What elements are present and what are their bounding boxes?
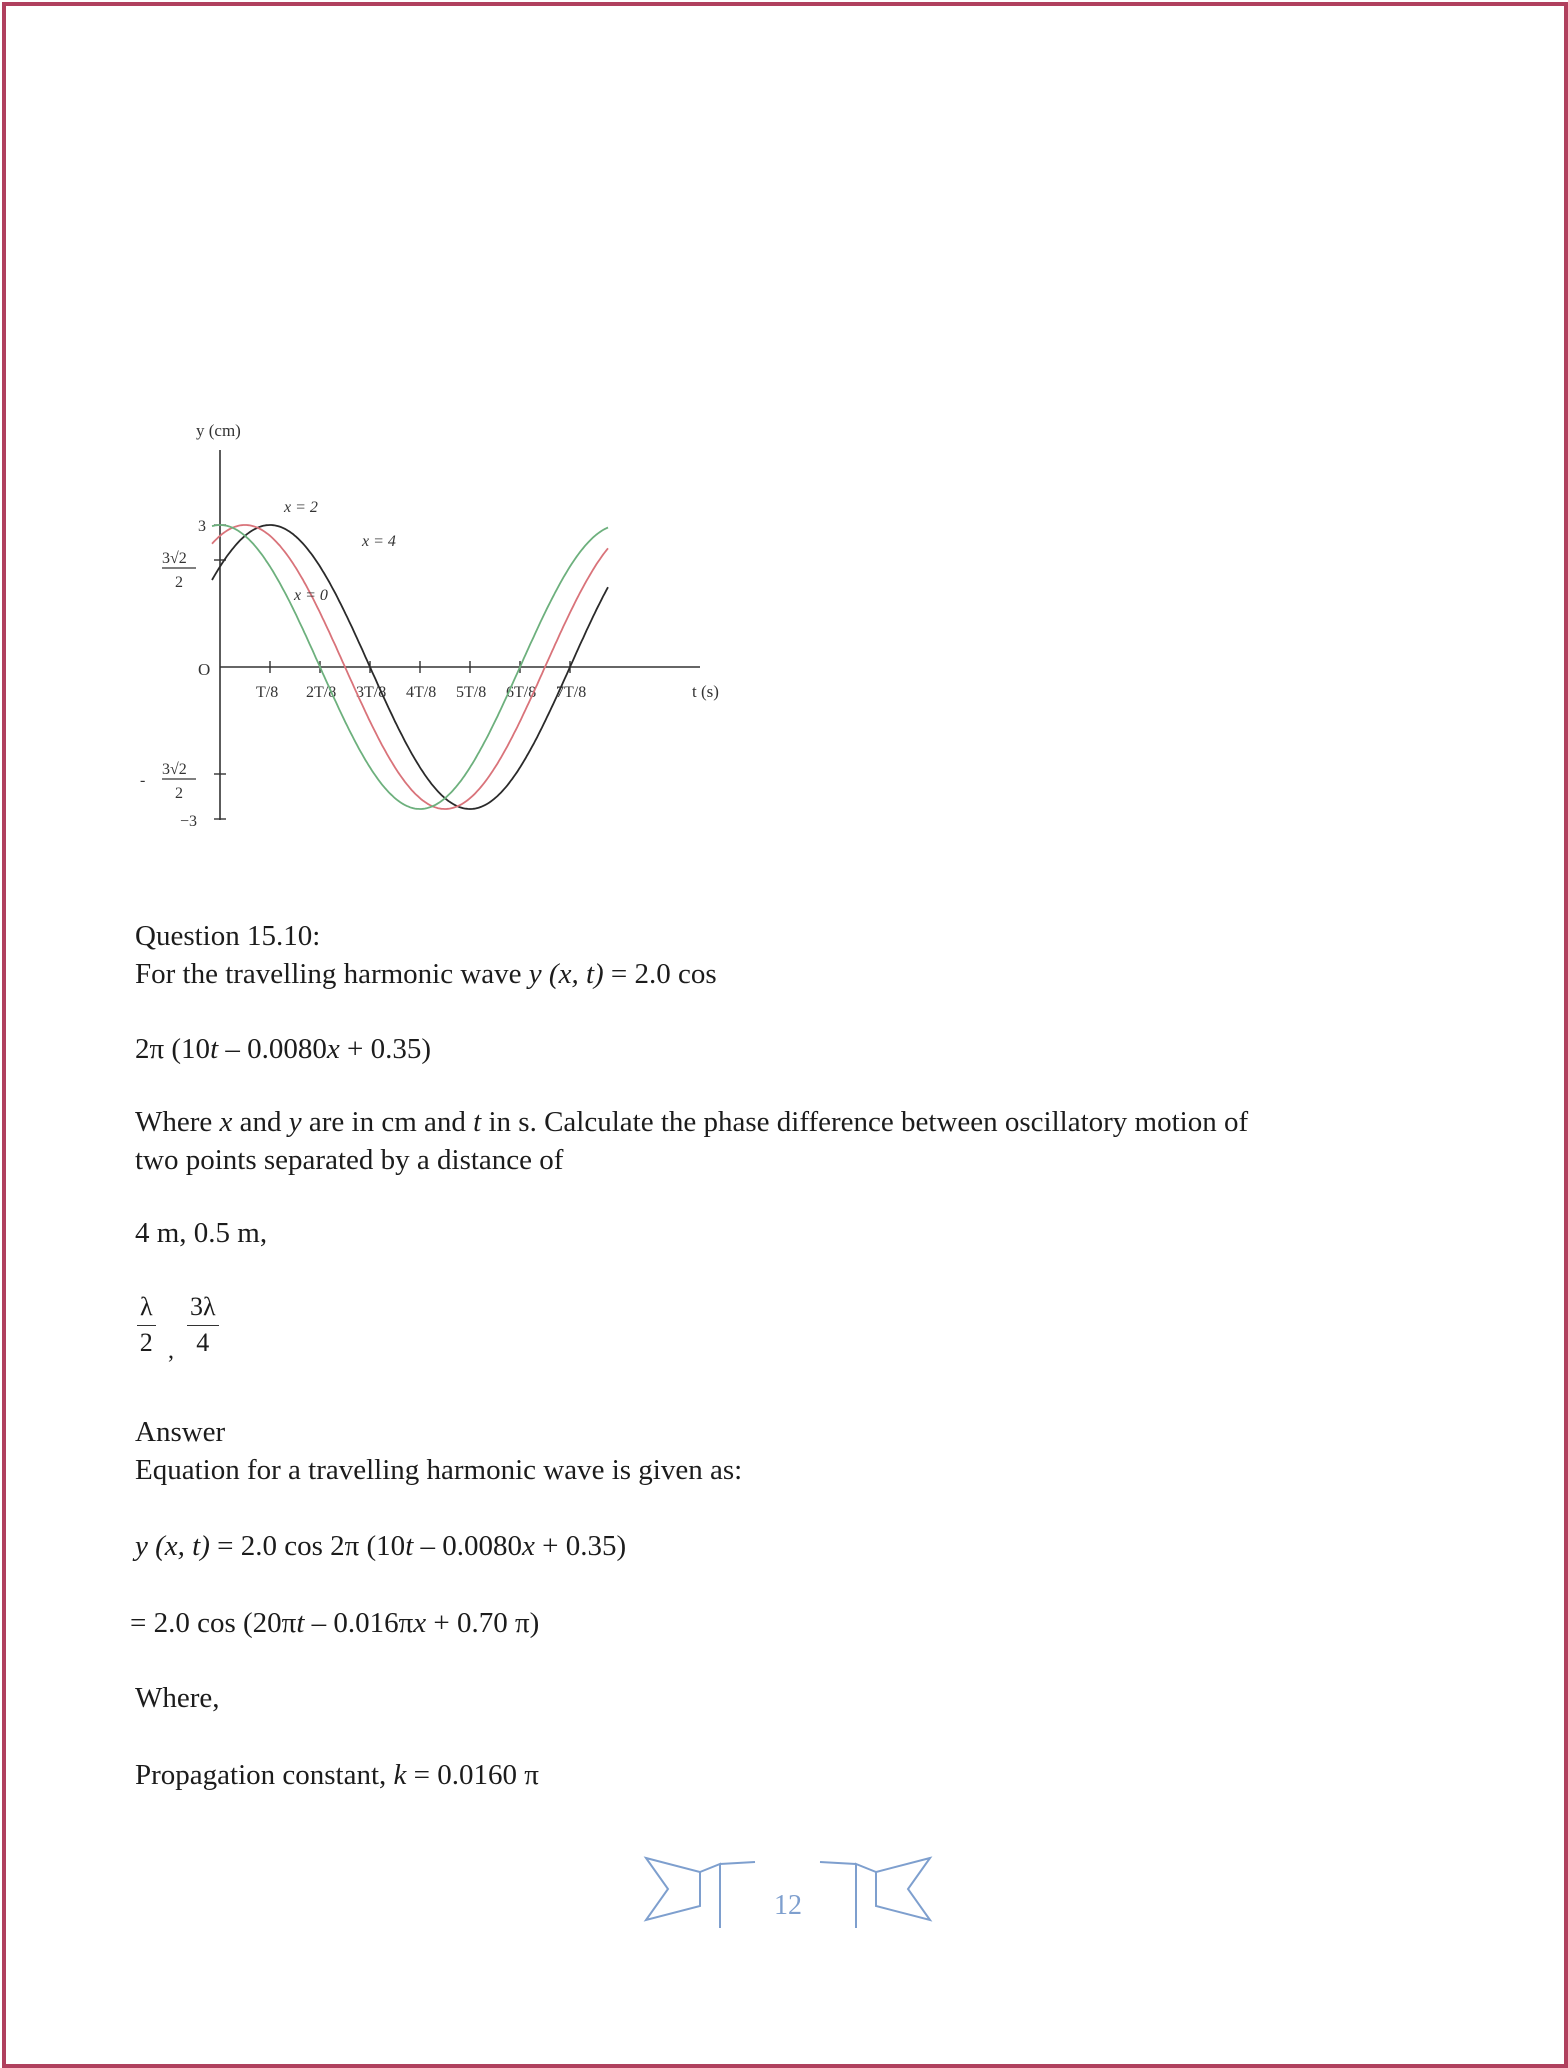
answer-equation-1	[135, 1527, 626, 1565]
y-tick-label-top: 3	[198, 518, 206, 535]
a-prop-b: = 0.0160 π	[406, 1759, 539, 1791]
q-line2-c: + 0.35)	[339, 1033, 432, 1065]
page-number: 12	[774, 1890, 802, 1921]
question-distances: 4 m, 0.5 m,	[135, 1217, 268, 1249]
question-line-1	[135, 955, 717, 993]
frac2-num: 3λ	[187, 1292, 219, 1326]
fraction-separator: ,	[168, 1338, 174, 1364]
ribbon-left-top	[720, 1862, 755, 1864]
x-tick-label: 2T/8	[306, 684, 337, 701]
x-tick-label: T/8	[256, 684, 279, 701]
a-prop-k: k	[393, 1759, 407, 1791]
answer-propagation-constant	[135, 1756, 539, 1794]
q-line2-t: t	[210, 1033, 219, 1065]
curve-labels	[283, 499, 396, 604]
question-where-line	[135, 1103, 1248, 1141]
q-line1-prefix: For the travelling harmonic wave	[135, 958, 529, 990]
q-line2-b: – 0.0080	[218, 1033, 327, 1065]
frac1-den: 2	[139, 1328, 153, 1357]
q-where-1: Where	[135, 1106, 220, 1138]
q-line1-suffix: = 2.0 cos	[603, 958, 717, 990]
series-label-0: x = 0	[294, 587, 328, 604]
series-label-2: x = 4	[362, 533, 396, 550]
y-tick-label-bottom: −3	[180, 813, 198, 830]
y-tick-label-lower-num: 3√2	[162, 761, 187, 778]
q-where-4: in s. Calculate the phase difference between oscillatory motion of	[481, 1106, 1249, 1138]
answer-intro: Equation for a travelling harmonic wave is given as:	[135, 1454, 743, 1486]
series-label-1: x = 2	[284, 499, 318, 516]
q-line2-a: 2π (10	[135, 1033, 211, 1065]
a-eq1-d: – 0.0080	[413, 1530, 522, 1562]
y-tick-label-lower-minus: -	[140, 772, 146, 789]
x-tick-label: 4T/8	[406, 684, 437, 701]
x-tick-label: 5T/8	[456, 684, 487, 701]
a-eq2-c: + 0.70 π)	[426, 1607, 540, 1639]
y-tick-label-zero: O	[198, 660, 211, 679]
x-tick-label: 7T/8	[556, 684, 587, 701]
q-line1-args: (x, t)	[541, 958, 604, 990]
a-eq2-t: t	[296, 1607, 305, 1639]
q-where-y: y	[288, 1106, 302, 1138]
q-where-t: t	[473, 1106, 482, 1138]
question-title: Question 15.10:	[135, 920, 321, 952]
y-tick-label-upper-den: 2	[175, 574, 183, 591]
frac2-den: 4	[196, 1328, 210, 1357]
a-eq2-b: – 0.016π	[304, 1607, 414, 1639]
frac1-num: λ	[137, 1292, 156, 1326]
wave-graph	[120, 400, 760, 860]
answer-equation-2	[130, 1604, 539, 1642]
a-eq1-e: + 0.35)	[534, 1530, 627, 1562]
q-line1-y: y	[528, 958, 542, 990]
a-eq1-c: = 2.0 cos 2π (10	[209, 1530, 406, 1562]
a-prop-a: Propagation constant,	[135, 1759, 394, 1791]
a-eq2-a: = 2.0 cos (20π	[130, 1607, 297, 1639]
q-where-3: are in cm and	[301, 1106, 474, 1138]
fraction-three-lambda-quarter	[187, 1292, 219, 1358]
ribbon-right-top	[820, 1862, 856, 1864]
fraction-lambda-half	[137, 1292, 156, 1358]
q-where-2: and	[232, 1106, 289, 1138]
a-eq1-x: x	[522, 1530, 535, 1562]
a-eq1-y: y	[135, 1530, 148, 1562]
y-axis-label: y (cm)	[196, 421, 241, 440]
x-axis-label: t (s)	[692, 682, 719, 701]
a-eq1-t: t	[405, 1530, 414, 1562]
a-eq2-x: x	[413, 1607, 427, 1639]
y-tick-label-upper-num: 3√2	[162, 550, 187, 567]
q-where-x: x	[219, 1106, 233, 1138]
a-eq1-args: (x, t)	[147, 1530, 210, 1562]
question-line-2	[135, 1030, 431, 1068]
wave-chart-svg	[120, 400, 760, 860]
x-tick-label: 6T/8	[506, 684, 537, 701]
y-tick-label-lower-den: 2	[175, 785, 183, 802]
question-where-line-2: two points separated by a distance of	[135, 1144, 564, 1176]
answer-where: Where,	[135, 1682, 220, 1714]
answer-title: Answer	[135, 1416, 226, 1448]
q-line2-x: x	[326, 1033, 340, 1065]
x-tick-label: 3T/8	[356, 684, 387, 701]
page-footer	[640, 1850, 940, 1930]
